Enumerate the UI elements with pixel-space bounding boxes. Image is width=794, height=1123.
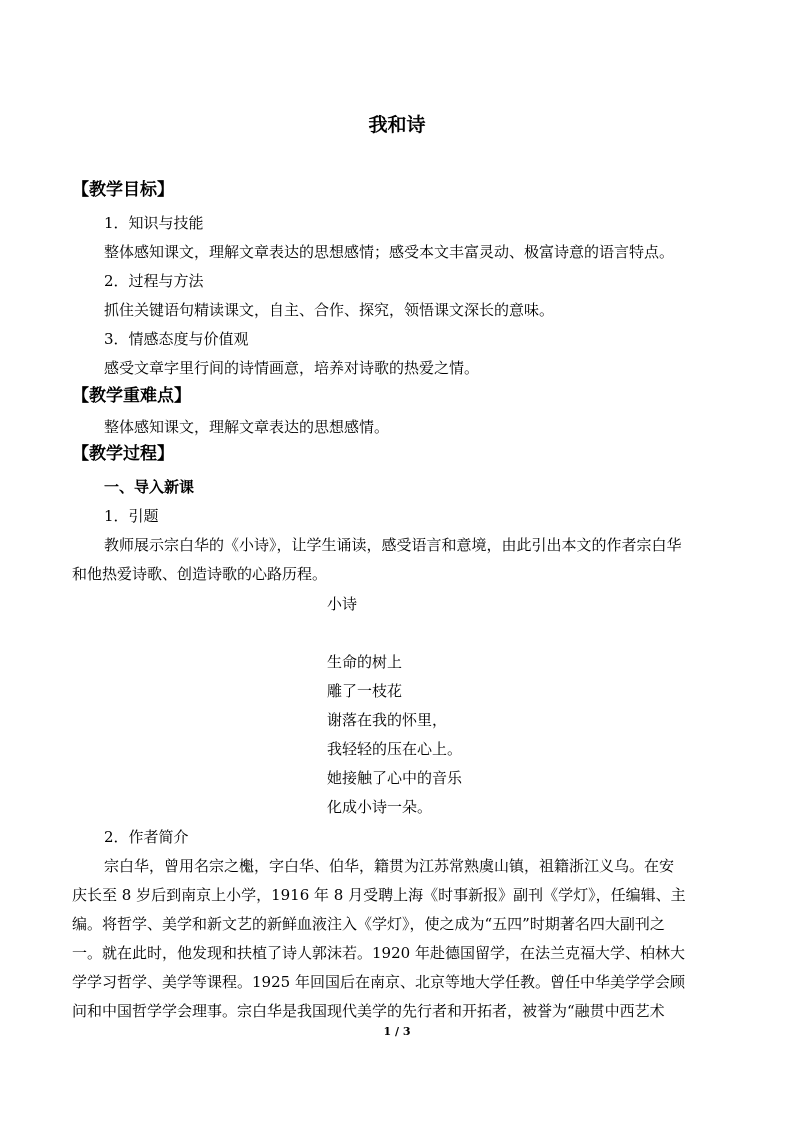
author-paragraph-line: 庆长至 8 岁后到南京上小学，1916 年 8 月受聘上海《时事新报》副刊《学灯》，任编辑、主 xyxy=(72,886,686,904)
goal1-text: 整体感知课文，理解文章表达的思想感情；感受本文丰富灵动、极富诗意的语言特点。 xyxy=(104,243,675,261)
poem-line: 她接触了心中的音乐 xyxy=(327,769,463,787)
key-points-text: 整体感知课文，理解文章表达的思想感情。 xyxy=(104,418,390,436)
author-paragraph-line: 一。就在此时，他发现和扶植了诗人郭沫若。1920 年赴德国留学，在法兰克福大学、柏林大 xyxy=(72,944,685,962)
goal3-label: 3．情感态度与价值观 xyxy=(104,330,249,348)
step1-label: 1．引题 xyxy=(104,507,159,525)
goal1-label: 1．知识与技能 xyxy=(104,214,204,232)
author-label: 2．作者简介 xyxy=(104,828,189,846)
author-paragraph-line: 宗白华，曾用名宗之櫆，字白华、伯华，籍贯为江苏常熟虞山镇，祖籍浙江义乌。在安 xyxy=(104,857,675,875)
goal2-label: 2．过程与方法 xyxy=(104,272,204,290)
poem-line: 我轻轻的压在心上。 xyxy=(327,740,463,758)
poem-line: 雕了一枝花 xyxy=(327,682,403,700)
section-heading-process: 【教学过程】 xyxy=(72,444,174,464)
part1-title: 一、导入新课 xyxy=(104,478,195,496)
author-paragraph-line: 学学习哲学、美学等课程。1925 年回国后在南京、北京等地大学任教。曾任中华美学学会顾 xyxy=(72,973,685,991)
poem-line: 化成小诗一朵。 xyxy=(327,798,433,816)
section-heading-goals: 【教学目标】 xyxy=(72,180,174,200)
page-title: 我和诗 xyxy=(368,114,426,136)
author-paragraph-line: 编。将哲学、美学和新文艺的新鲜血液注入《学灯》，使之成为“五四”时期著名四大副刊之 xyxy=(72,915,665,933)
poem-title: 小诗 xyxy=(327,595,358,613)
poem-line: 谢落在我的怀里， xyxy=(327,711,448,729)
goal3-text: 感受文章字里行间的诗情画意，培养对诗歌的热爱之情。 xyxy=(104,359,480,377)
page-number: 1 / 3 xyxy=(383,1025,411,1038)
poem-line: 生命的树上 xyxy=(327,653,403,671)
section-heading-key-points: 【教学重难点】 xyxy=(72,386,191,406)
step1-text-line2: 和他热爱诗歌、创造诗歌的心路历程。 xyxy=(72,565,328,583)
goal2-text: 抓住关键语句精读课文，自主、合作、探究，领悟课文深长的意味。 xyxy=(104,301,555,319)
author-paragraph-line: 问和中国哲学学会理事。宗白华是我国现代美学的先行者和开拓者，被誉为“融贯中西艺术 xyxy=(72,1002,665,1020)
step1-text-line1: 教师展示宗白华的《小诗》，让学生诵读，感受语言和意境，由此引出本文的作者宗白华 xyxy=(104,536,682,554)
